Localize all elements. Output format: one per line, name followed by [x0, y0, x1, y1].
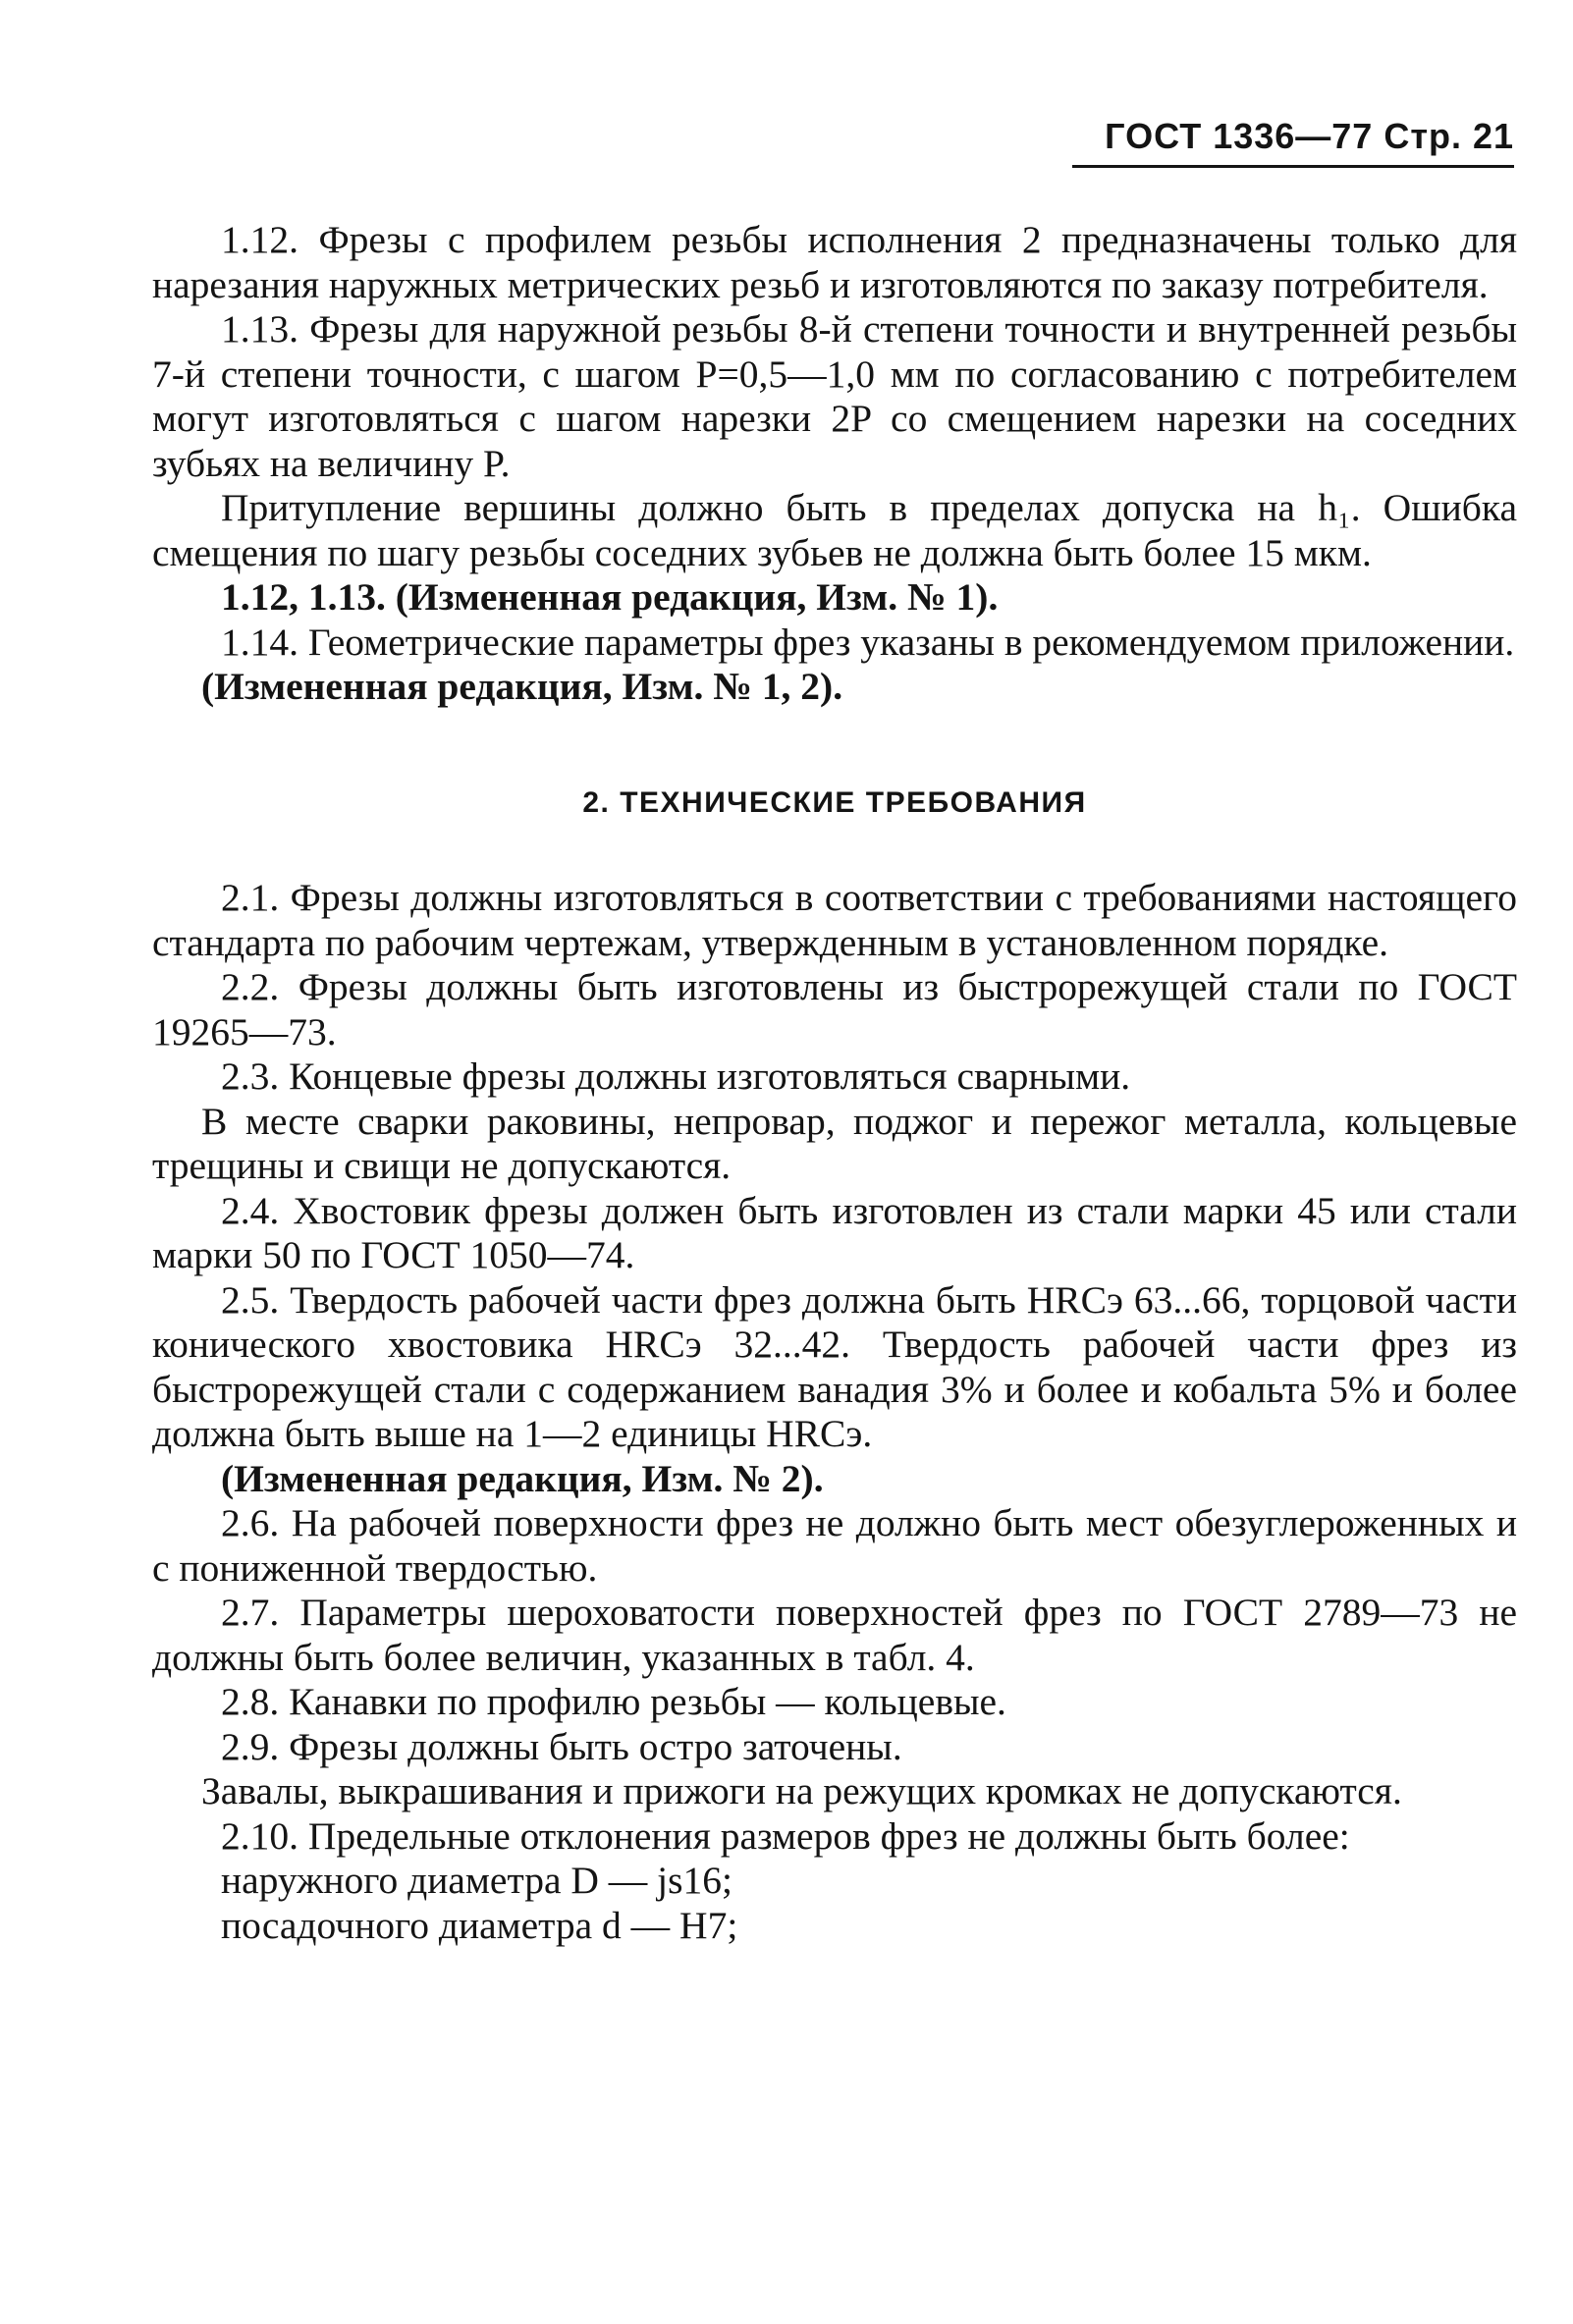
paragraph-1-13: 1.13. Фрезы для наружной резьбы 8-й степени точности и внутренней резьбы 7-й степени точности, с шагом P=0,5—1,0 мм по согласованию с потребителем могут изготовляться с шагом нарезки 2P со смещением нарезки на соседних зубьях на величину P. [152, 307, 1517, 485]
paragraph-2-3-continued: В месте сварки раковины, непровар, поджог и пережог металла, кольцевые трещины и свищи не допускаются. [152, 1099, 1517, 1187]
paragraph-1-14: 1.14. Геометрические параметры фрез указаны в рекомендуемом приложении. [221, 620, 1515, 664]
paragraph-1-13-continued: Притупление вершины должно быть в пределах допуска на h₁. Ошибка смещения по шагу резьбы соседних зубьев не должна быть более 15 мкм. [152, 486, 1517, 574]
paragraph-2-7: 2.7. Параметры шероховатости поверхностей фрез по ГОСТ 2789—73 не должны быть более величин, указанных в табл. 4. [152, 1591, 1517, 1679]
paragraph-2-1: 2.1. Фрезы должны изготовляться в соответствии с требованиями настоящего стандарта по рабочим чертежам, утвержденным в установленном порядке. [152, 876, 1517, 964]
paragraph-2-9-continued: Завалы, выкрашивания и прижоги на режущих кромках не допускаются. [201, 1769, 1402, 1812]
paragraph-2-10: 2.10. Предельные отклонения размеров фрез не должны быть более: [221, 1813, 1350, 1858]
amendment-note-1-14: (Измененная редакция, Изм. № 1, 2). [201, 665, 843, 708]
header-text: ГОСТ 1336—77 Стр. 21 [1105, 116, 1514, 156]
list-item-bore-diameter: посадочного диаметра d — H7; [221, 1903, 738, 1947]
paragraph-2-4: 2.4. Хвостовик фрезы должен быть изготовлен из стали марки 45 или стали марки 50 по ГОСТ 1050—74. [152, 1188, 1517, 1276]
paragraph-2-6: 2.6. На рабочей поверхности фрез не должно быть мест обезуглероженных и с пониженной твердостью. [152, 1501, 1517, 1590]
body-text [152, 218, 1517, 1948]
section-title: 2. ТЕХНИЧЕСКИЕ ТРЕБОВАНИЯ [582, 785, 1087, 819]
paragraph-2-2: 2.2. Фрезы должны быть изготовлены из быстрорежущей стали по ГОСТ 19265—73. [152, 965, 1517, 1054]
amendment-note-1-12-1-13: 1.12, 1.13. (Измененная редакция, Изм. № 1). [221, 575, 999, 619]
paragraph-1-12: 1.12. Фрезы с профилем резьбы исполнения 2 предназначены только для нарезания наружных метрических резьб и изготовляются по заказу потребителя. [152, 218, 1517, 306]
paragraph-2-8: 2.8. Канавки по профилю резьбы — кольцевые. [221, 1680, 1006, 1723]
page-header [1072, 116, 1514, 168]
amendment-note-2-5: (Измененная редакция, Изм. № 2). [221, 1456, 824, 1500]
paragraph-2-5: 2.5. Твердость рабочей части фрез должна быть HRCэ 63...66, торцовой части конического хвостовика HRCэ 32...42. Твердость рабочей части фрез из быстрорежущей стали с содержанием ванадия 3% и более и кобальта 5% и более должна быть выше на 1—2 единицы HRCэ. [152, 1277, 1517, 1455]
paragraph-2-9: 2.9. Фрезы должны быть остро заточены. [221, 1724, 902, 1768]
paragraph-2-3: 2.3. Концевые фрезы должны изготовляться сварными. [221, 1054, 1131, 1098]
header-rule [1072, 165, 1514, 168]
list-item-outer-diameter: наружного диаметра D — js16; [221, 1859, 732, 1902]
